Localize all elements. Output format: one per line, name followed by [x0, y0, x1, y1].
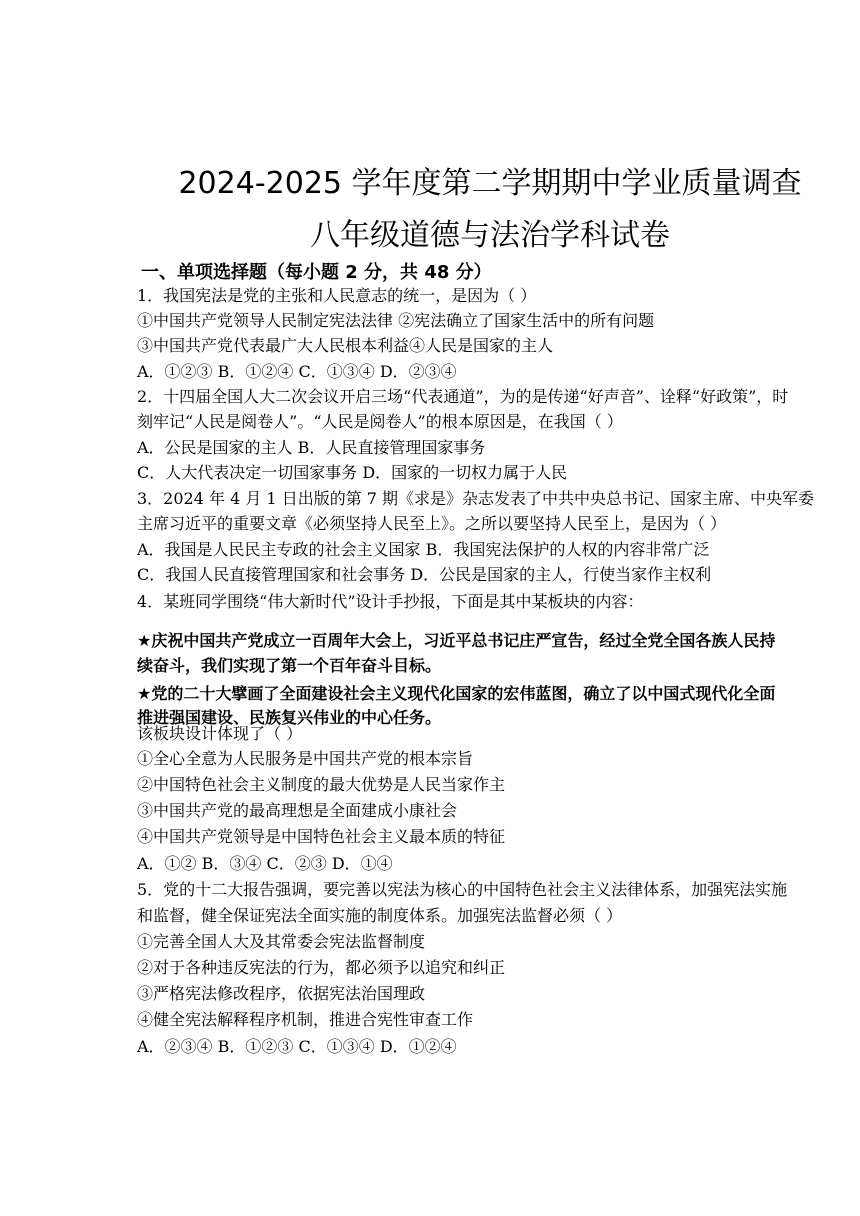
- q4-option-1: ①全心全意为人民服务是中国共产党的根本宗旨: [137, 749, 474, 768]
- q3-choices-line1: A．我国是人民民主专政的社会主义国家 B．我国宪法保护的人权的内容非常广泛: [137, 540, 710, 559]
- q5-stem-line1: 5．党的十二大报告强调，要完善以宪法为核心的中国特色社会主义法律体系，加强宪法实施: [137, 880, 788, 899]
- q5-choices: A．②③④ B．①②③ C．①③④ D．①②④: [137, 1037, 457, 1056]
- q5-option-4: ④健全宪法解释程序机制，推进合宪性审查工作: [137, 1010, 474, 1029]
- q4-option-2: ②中国特色社会主义制度的最大优势是人民当家作主: [137, 775, 506, 794]
- q4-question: 该板块设计体现了（ ）: [137, 724, 303, 743]
- q5-option-3: ③严格宪法修改程序，依据宪法治国理政: [137, 984, 426, 1003]
- q3-stem-line1: 3．2024 年 4 月 1 日出版的第 7 期《求是》杂志发表了中共中央总书记、国家主席、中央军委: [137, 489, 815, 508]
- q4-board-line2: 续奋斗，我们实现了第一个百年奋斗目标。: [137, 656, 442, 675]
- q2-stem-line2: 刻牢记“人民是阅卷人”。“人民是阅卷人”的根本原因是，在我国（ ）: [137, 412, 623, 431]
- q1-choices: A．①②③ B．①②④ C．①③④ D．②③④: [137, 362, 457, 381]
- section-heading: 一、单项选择题（每小题 2 分，共 48 分）: [141, 262, 492, 283]
- q4-stem: 4．某班同学围绕“伟大新时代”设计手抄报，下面是其中某板块的内容：: [137, 592, 644, 611]
- q2-choices-line2: C．人大代表决定一切国家事务 D．国家的一切权力属于人民: [137, 463, 568, 482]
- q5-option-1: ①完善全国人大及其常委会宪法监督制度: [137, 932, 426, 951]
- q4-board-line3: ★党的二十大擘画了全面建设社会主义现代化国家的宏伟蓝图，确立了以中国式现代化全面: [137, 684, 776, 703]
- q4-choices: A．①② B．③④ C．②③ D．①④: [137, 854, 393, 873]
- q4-option-3: ③中国共产党的最高理想是全面建成小康社会: [137, 801, 458, 820]
- q2-stem-line1: 2．十四届全国人大二次会议开启三场“代表通道”，为的是传递“好声音”、诠释“好政策”，时: [137, 387, 789, 406]
- q1-options-line1: ①中国共产党领导人民制定宪法法律 ②宪法确立了国家生活中的所有问题: [137, 311, 655, 330]
- q4-option-4: ④中国共产党领导是中国特色社会主义最本质的特征: [137, 827, 506, 846]
- exam-subtitle: 八年级道德与法治学科试卷: [310, 218, 670, 253]
- q5-option-2: ②对于各种违反宪法的行为，都必须予以追究和纠正: [137, 958, 506, 977]
- q5-stem-line2: 和监督，健全保证宪法全面实施的制度体系。加强宪法监督必须（ ）: [137, 906, 623, 925]
- q4-board-line4: 推进强国建设、民族复兴伟业的中心任务。: [137, 708, 442, 727]
- q3-stem-line2: 主席习近平的重要文章《必须坚持人民至上》。之所以要坚持人民至上，是因为（ ）: [137, 514, 727, 533]
- q1-options-line2: ③中国共产党代表最广大人民根本利益④人民是国家的主人: [137, 336, 554, 355]
- q4-board-line1: ★庆祝中国共产党成立一百周年大会上，习近平总书记庄严宣告，经过全党全国各族人民持: [137, 631, 776, 650]
- q3-choices-line2: C．我国人民直接管理国家和社会事务 D．公民是国家的主人，行使当家作主权利: [137, 565, 712, 584]
- q2-choices-line1: A．公民是国家的主人 B．人民直接管理国家事务: [137, 438, 486, 457]
- exam-title: 2024-2025 学年度第二学期期中学业质量调查: [178, 166, 802, 201]
- q1-stem: 1．我国宪法是党的主张和人民意志的统一，是因为（ ）: [137, 286, 537, 305]
